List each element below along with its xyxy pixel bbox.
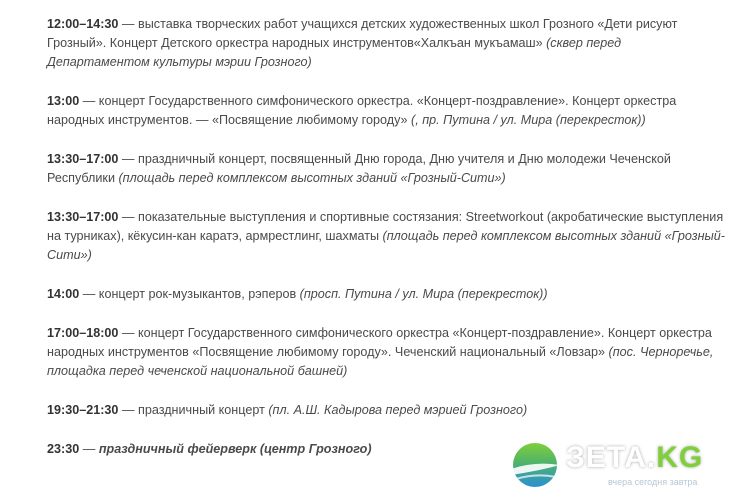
schedule-item-text bbox=[47, 150, 727, 188]
schedule-item bbox=[47, 208, 727, 265]
schedule-location: (площадь перед комплексом высотных зданий «Грозный-Сити») bbox=[47, 229, 725, 262]
schedule-item bbox=[47, 285, 727, 304]
schedule-location: (, пр. Путина / ул. Мира (перекресток)) bbox=[411, 113, 646, 127]
watermark-brand-main: ЗЕТА. bbox=[566, 441, 657, 474]
schedule-time: 12:00–14:30 bbox=[47, 17, 119, 31]
schedule-description: — bbox=[79, 442, 99, 456]
schedule-item bbox=[47, 401, 727, 420]
schedule-list bbox=[47, 15, 727, 479]
schedule-item-text bbox=[47, 401, 727, 420]
schedule-item-text bbox=[47, 15, 727, 72]
schedule-location: (площадь перед комплексом высотных зданий «Грозный-Сити») bbox=[118, 171, 506, 185]
schedule-time: 13:30–17:00 bbox=[47, 152, 119, 166]
watermark-brand-accent: KG bbox=[656, 441, 704, 474]
schedule-description: — выставка творческих работ учащихся детских художественных школ Грозного «Дети рисуют Грозный». Концерт Детского оркестра народных инструментов«Халкъан мукъамаш» bbox=[47, 17, 678, 50]
schedule-time: 19:30–21:30 bbox=[47, 403, 119, 417]
schedule-item-text bbox=[47, 324, 727, 381]
schedule-location: (пос. Черноречье, площадка перед чеченской национальной башней) bbox=[47, 345, 714, 378]
schedule-time: 17:00–18:00 bbox=[47, 326, 119, 340]
watermark-slogan: вчера сегодня завтра bbox=[608, 477, 698, 487]
schedule-description: — праздничный концерт, посвященный Дню города, Дню учителя и Дню молодежи Чеченской Республики bbox=[47, 152, 671, 185]
schedule-time: 23:30 bbox=[47, 442, 80, 456]
schedule-item-text bbox=[47, 208, 727, 265]
schedule-item bbox=[47, 92, 727, 130]
schedule-location: (пл. А.Ш. Кадырова перед мэрией Грозного) bbox=[268, 403, 528, 417]
schedule-item-text bbox=[47, 92, 727, 130]
schedule-item bbox=[47, 15, 727, 72]
schedule-location: (сквер перед Департаментом культуры мэрии Грозного) bbox=[47, 36, 622, 69]
globe-logo-icon bbox=[508, 439, 562, 491]
schedule-time: 13:00 bbox=[47, 94, 80, 108]
watermark-logo bbox=[508, 439, 730, 491]
schedule-item bbox=[47, 150, 727, 188]
schedule-description: — показательные выступления и спортивные состязания: Streetworkout (акробатические выступления на турниках), кёкусин-кан каратэ, армрестлинг, шахматы bbox=[47, 210, 724, 243]
watermark-brand bbox=[566, 441, 703, 475]
schedule-time: 14:00 bbox=[47, 287, 80, 301]
schedule-location: (просп. Путина / ул. Мира (перекресток)) bbox=[299, 287, 548, 301]
schedule-time: 13:30–17:00 bbox=[47, 210, 119, 224]
schedule-description: — концерт Государственного симфонического оркестра. «Концерт-поздравление». Концерт оркестра народных инструментов. — «Посвящение любимому городу» bbox=[47, 94, 677, 127]
schedule-location: праздничный фейерверк (центр Грозного) bbox=[98, 442, 372, 456]
schedule-description: — концерт Государственного симфонического оркестра «Концерт-поздравление». Концерт оркестра народных инструментов «Посвящение любимому городу». Чеченский национальный «Ловзар» bbox=[47, 326, 712, 359]
schedule-item-text bbox=[47, 285, 727, 304]
schedule-item bbox=[47, 324, 727, 381]
schedule-description: — концерт рок-музыкантов, рэперов bbox=[79, 287, 300, 301]
schedule-description: — праздничный концерт bbox=[118, 403, 269, 417]
